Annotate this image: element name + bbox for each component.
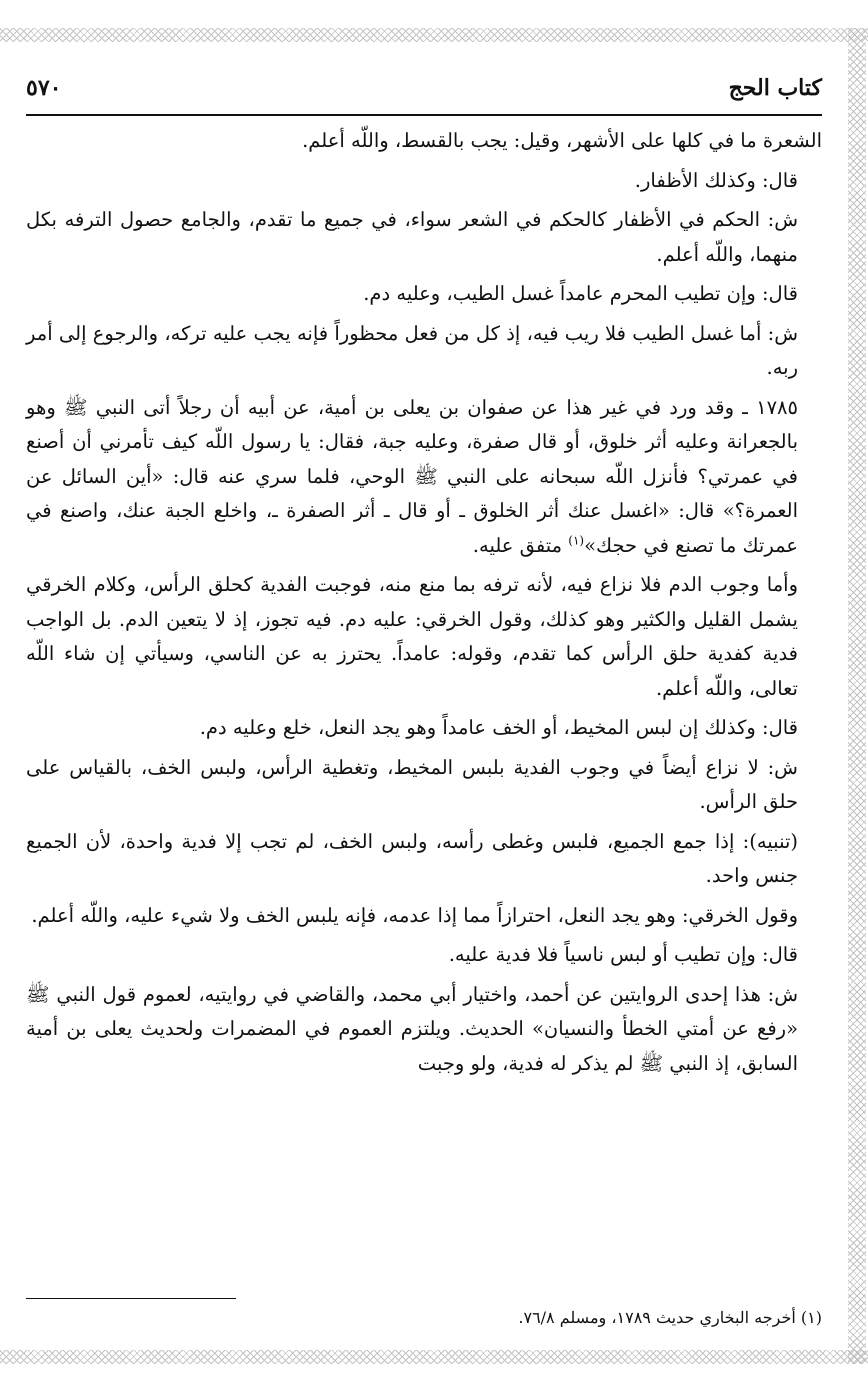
paragraph [26, 203, 822, 272]
paragraph-text: ش: الحكم في الأظفار كالحكم في الشعر سواء، في جميع ما تقدم، والجامع حصول الترفه بكل منهما، واللّه أعلم. [26, 208, 798, 266]
paragraph-text: وأما وجوب الدم فلا نزاع فيه، لأنه ترفه بما منع منه، فوجبت الفدية كحلق الرأس، وكلام الخرقي يشمل القليل والكثير وهو كذلك، وقول الخرقي: عليه دم. فيه تجوز، إذ لا يتعين الدم. بل الواجب فدية كفدية حلق الرأس كما تقدم، وقوله: عامداً. يحترز به عن الناسي، وسيأتي إن شاء اللّه تعالى، واللّه أعلم. [26, 573, 799, 700]
paragraph-text-after: متفق عليه. [472, 533, 569, 557]
paragraph [26, 317, 822, 386]
paragraph-text: قال: وكذلك إن لبس المخيط، أو الخف عامداً وهو يجد النعل، خلع وعليه دم. [199, 716, 798, 739]
page-body [26, 124, 822, 1086]
book-title: كتاب الحج [728, 75, 822, 101]
paragraph-text: قال: وكذلك الأظفار. [634, 168, 798, 192]
paragraph [26, 164, 822, 199]
paragraph-text: قال: وإن تطيب أو لبس ناسياً فلا فدية عليه. [448, 943, 798, 966]
paragraph [26, 825, 822, 894]
footnote-rule [26, 1298, 236, 1299]
page-number: ٥٧٠ [26, 75, 62, 101]
paragraph [26, 277, 822, 312]
decorative-border-right [848, 28, 866, 1364]
book-page [26, 50, 822, 1340]
footnote: (١) أخرجه البخاري حديث ١٧٨٩، ومسلم ٧٦/٨. [518, 1308, 822, 1327]
paragraph [26, 978, 822, 1082]
paragraph [26, 711, 822, 746]
paragraph-text: ١٧٨٥ ـ وقد ورد في غير هذا عن صفوان بن يعلى بن أمية، عن أبيه أن رجلاً أتى النبي ﷺ وهو بالجعرانة وعليه أثر خلوق، أو قال صفرة، وعليه جبة، فقال: يا رسول اللّه كيف تأمرني أن أصنع في عمرتي؟ فأنزل اللّه سبحانه على النبي ﷺ الوحي، فلما سري عنه قال: «أين السائل عن العمرة؟» قال: «اغسل عنك أثر الخلوق ـ أو قال ـ أثر الصفرة ـ، واخلع الجبة عنك، واصنع في عمرتك ما تصنع في حجك» [26, 395, 798, 557]
paragraph [26, 899, 822, 934]
paragraph-text: (تنبيه): إذا جمع الجميع، فلبس وغطى رأسه، ولبس الخف، لم تجب إلا فدية واحدة، لأن الجميع جنس واحد. [26, 829, 798, 887]
paragraph-text: ش: هذا إحدى الروايتين عن أحمد، واختيار أبي محمد، والقاضي في روايتيه، لعموم قول النبي ﷺ «رفع عن أمتي الخطأ والنسيان» الحديث. ويلتزم العموم في المضمرات ولحديث يعلى بن أمية السابق، إذ النبي ﷺ لم يذكر له فدية، ولو وجبت [26, 982, 798, 1075]
paragraph [26, 751, 822, 820]
paragraph [26, 568, 822, 706]
paragraph [26, 124, 822, 159]
footnote-reference: (١) [568, 533, 585, 547]
paragraph-text: قال: وإن تطيب المحرم عامداً غسل الطيب، وعليه دم. [363, 282, 798, 305]
decorative-border-top [0, 28, 868, 42]
paragraph [26, 391, 822, 564]
paragraph-text: وقول الخرقي: وهو يجد النعل، احترازاً مما إذا عدمه، فإنه يلبس الخف ولا شيء عليه، واللّه أعلم. [31, 903, 798, 927]
header-rule [26, 114, 822, 116]
paragraph-text: ش: أما غسل الطيب فلا ريب فيه، إذ كل من فعل محظوراً فإنه يجب عليه تركه، والرجوع إلى أمر ربه. [26, 321, 798, 379]
paragraph [26, 938, 822, 973]
paragraph-text: ش: لا نزاع أيضاً في وجوب الفدية بلبس المخيط، وتغطية الرأس، ولبس الخف، بالقياس على حلق الرأس. [26, 755, 798, 813]
decorative-border-bottom [0, 1350, 868, 1364]
paragraph-text: الشعرة ما في كلها على الأشهر، وقيل: يجب بالقسط، واللّه أعلم. [302, 129, 822, 152]
page-header [26, 70, 822, 106]
